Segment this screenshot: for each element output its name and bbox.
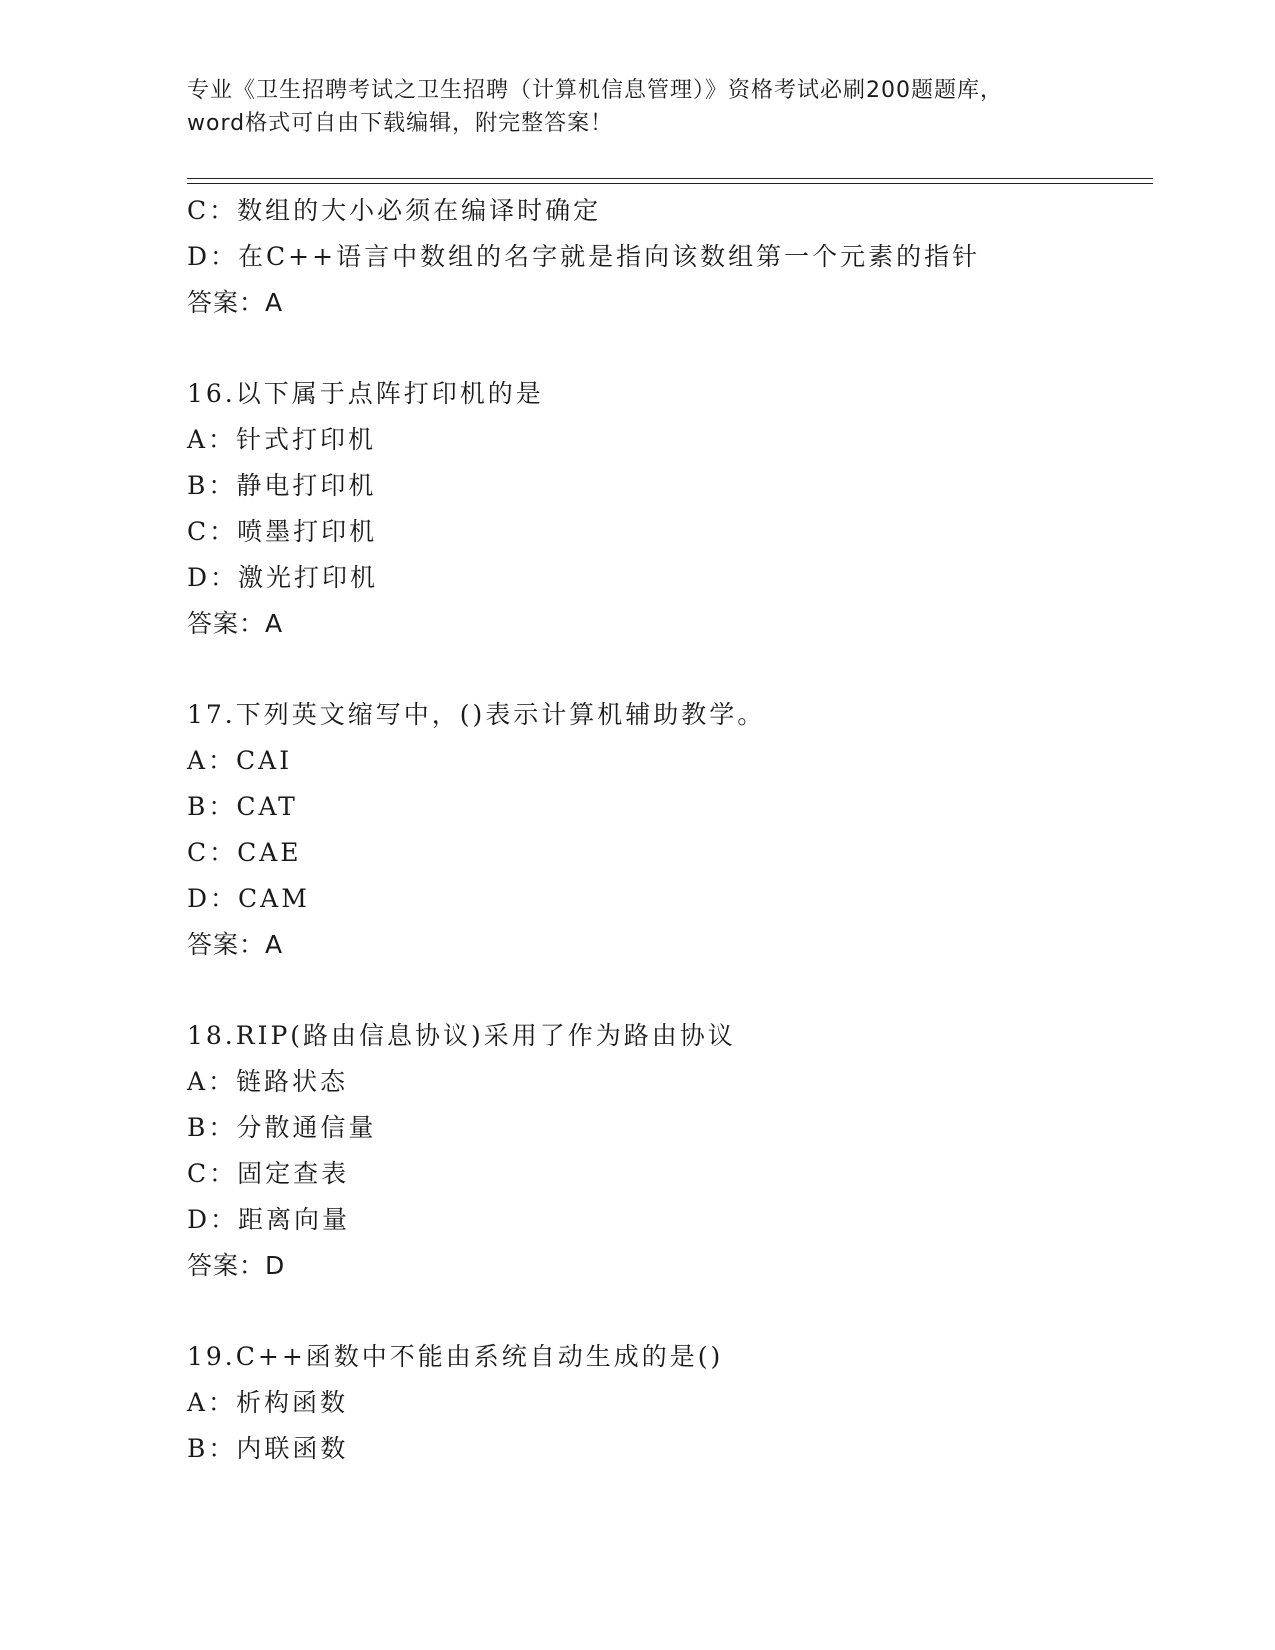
option-c: C：固定查表 (187, 1159, 350, 1188)
answer: 答案：D (187, 1251, 286, 1280)
spacer (187, 647, 1147, 692)
question-stem: 19.C++函数中不能由系统自动生成的是() (187, 1342, 724, 1371)
option-d: D：距离向量 (187, 1205, 351, 1234)
option-a: A：析构函数 (187, 1388, 349, 1417)
answer: 答案：A (187, 609, 284, 638)
spacer (187, 1289, 1147, 1334)
option-b: B：CAT (187, 792, 298, 821)
header-divider-top (187, 178, 1153, 179)
option-d: D：CAM (187, 884, 310, 913)
question-content (187, 188, 1147, 1472)
option-d: D：激光打印机 (187, 563, 379, 592)
option-d: D：在C++语言中数组的名字就是指向该数组第一个元素的指针 (187, 242, 981, 271)
question-stem: 17.下列英文缩写中，()表示计算机辅助教学。 (187, 700, 766, 729)
header-line-1: 专业《卫生招聘考试之卫生招聘（计算机信息管理）》资格考试必刷200题题库， (187, 78, 1003, 103)
spacer (187, 326, 1147, 371)
option-a: A：针式打印机 (187, 425, 377, 454)
answer: 答案：A (187, 930, 284, 959)
option-b: B：静电打印机 (187, 471, 377, 500)
answer: 答案：A (187, 288, 284, 317)
question-stem: 18.RIP(路由信息协议)采用了作为路由协议 (187, 1021, 736, 1050)
option-c: C：CAE (187, 838, 302, 867)
option-b: B：内联函数 (187, 1434, 349, 1463)
header-divider-bottom (187, 183, 1153, 184)
header-line-2: word格式可自由下载编辑，附完整答案！ (187, 111, 614, 136)
option-a: A：链路状态 (187, 1067, 349, 1096)
option-a: A：CAI (187, 746, 293, 775)
spacer (187, 968, 1147, 1013)
question-stem: 16.以下属于点阵打印机的是 (187, 379, 544, 408)
option-b: B：分散通信量 (187, 1113, 377, 1142)
option-c: C：数组的大小必须在编译时确定 (187, 196, 602, 225)
document-header (187, 74, 1087, 140)
option-c: C：喷墨打印机 (187, 517, 378, 546)
